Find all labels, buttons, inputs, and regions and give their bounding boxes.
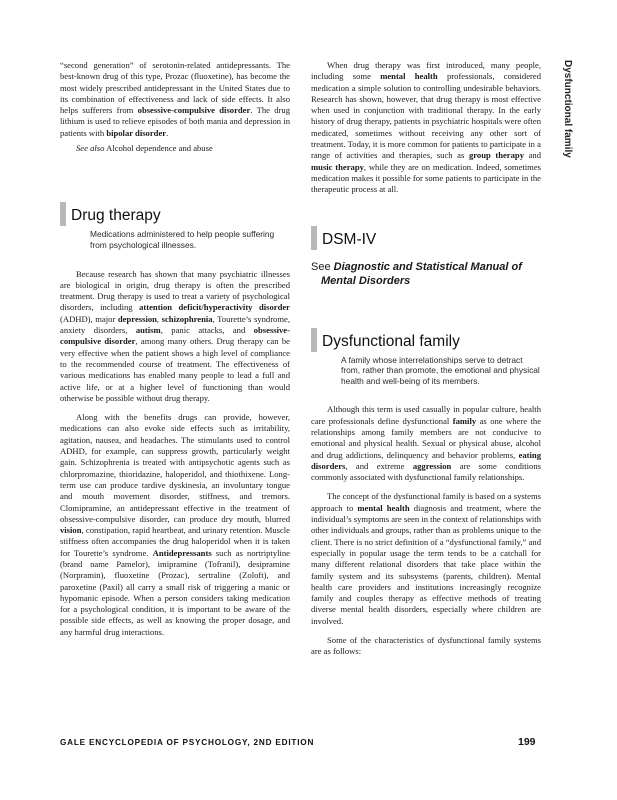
carryover-paragraph-left: “second generation” of serotonin-related antidepressants. The best-known drug of this type, Prozac (fluoxetine), has become the most widely prescribed antidepressant in the United States due to its combination of effectiveness and lack of side effects. It also helps sufferers from obsessive-compulsive disorder. The drug lithium is used to relieve episodes of both mania and depression in patients with bipolar disorder. [60, 60, 291, 138]
carryover-paragraph-right: When drug therapy was first introduced, many people, including some mental health professionals, considered medication a simple solution to controlling undesirable behaviors. Research has shown, however, that drug therapy is most effective when used in conjunction with traditional therapy. In the early history of drug therapy, patients in psychiatric hospitals were often medicated, sometimes without receiving any other sort of treatment. Today, it is more common for patients to participate in a range of activities and therapies, such as group therapy and music therapy, while they are on medication. Indeed, sometimes medication makes it possible for some patients to participate in the therapeutic process at all. [311, 60, 542, 195]
see-also-link[interactable]: Alcohol dependence and abuse [106, 143, 213, 154]
keyword-link[interactable]: aggression [412, 460, 452, 471]
body-paragraph: Because research has shown that many psychiatric illnesses are biological in origin, drug therapy is often the prescribed treatment. Drug therapy is used to treat a variety of psychological disorders, including attention deficit/hyperactivity disorder (ADHD), major depression, schizophrenia, Tourette’s syndrome, anxiety disorders, autism, panic attacks, and obsessive-compulsive disorder, among many others. Drug therapy can be very effective when the patient shows a high level of compliance to the recommended course of treatment. The effectiveness of various medications has enabled many people to lead a full and active life, or at a higher level of functioning than would otherwise be possible without drug therapy. [60, 268, 291, 403]
body-paragraph: Although this term is used casually in popular culture, health care professionals define dysfunctional family as one where the relationships among family members are not conducive to emotional and physical health. Sexual or physical abuse, alcohol and drug addictions, delinquency and behavior problems, eating disorders, and extreme aggression are some conditions commonly associated with dysfunctional family relationships. [311, 404, 542, 483]
cross-reference-link-cont[interactable]: Mental Disorders [321, 274, 411, 287]
page-number: 199 [518, 736, 536, 748]
body-paragraph: Along with the benefits drugs can provide, however, medications can also evoke side effects such as irritability, agitation, nausea, and headaches. The stimulants used to control ADHD, for example, can suppress growth, particularly weight gain. Schizophrenia is treated with antipsychotic agents such as chlorpromazine, thioridazine, haloperidol, and thiothixene. Long-term use can produce tardive dyskinesia, an involuntary tongue and mouth movement disorder, stiffness, and tremors. Clomipramine, an antidepressant effective in the treatment of obsessive-compulsive disorder, can produce dry mouth, blurred vision, constipation, rapid heartbeat, and urinary retention. Muscle stiffness often accompanies the drug haloperidol when it is taken for Tourette’s syndrome. Antidepressants such as nortriptyline (brand name Pamelor), imipramine (Tofranil), desipramine (Norpramin), fluoxetine (Prozac), sertraline (Zoloft), and paroxetine (Paxil) all carry a small risk of triggering a manic or hypomanic episode. When a person considers taking medication for a psychological condition, it is important to be aware of the possible side effects, as well as knowing the proper dosage, and any harmful drug interactions. [60, 412, 290, 637]
keyword-link[interactable]: mental health [380, 71, 438, 82]
running-head-tab [560, 60, 574, 180]
keyword-link[interactable]: autism [135, 325, 161, 336]
entry-dysfunctional-family [311, 328, 541, 658]
entry-title: DSM-IV [322, 230, 377, 248]
keyword-link[interactable]: schizophrenia [161, 313, 213, 324]
entry-heading-bar [60, 202, 66, 226]
body-paragraph: Some of the characteristics of dysfunctional family systems are as follows: [311, 634, 541, 657]
keyword-link[interactable]: eating disorders [311, 449, 541, 471]
keyword-link[interactable]: bipolar disorder [106, 127, 167, 138]
entry-title: Drug therapy [71, 207, 161, 225]
cross-reference-link[interactable]: Diagnostic and Statistical Manual of [333, 260, 522, 273]
entry-heading-bar [311, 226, 317, 250]
keyword-link[interactable]: group therapy [468, 150, 524, 161]
footer-publication: GALE ENCYCLOPEDIA OF PSYCHOLOGY, 2ND EDITION [60, 738, 315, 747]
entry-definition: A family whose interrelationships serve to detract from, rather than promote, the emotional and physical health and well-being of its members. [341, 354, 540, 386]
see-also-label: See also [76, 143, 105, 154]
cross-reference [311, 260, 541, 288]
keyword-link[interactable]: obsessive-compulsive disorder [60, 325, 290, 347]
keyword-link[interactable]: obsessive-compulsive disorder [137, 105, 251, 116]
entry-drug-therapy [60, 202, 290, 638]
keyword-link[interactable]: music therapy [311, 161, 364, 172]
entry-title: Dysfunctional family [322, 332, 460, 350]
running-head-text: Dysfunctional family [562, 60, 573, 158]
keyword-link[interactable]: vision [60, 525, 82, 536]
keyword-link[interactable]: attention deficit/hyperactivity disorder [139, 302, 290, 313]
right-column [311, 60, 541, 658]
keyword-link[interactable]: mental health [357, 502, 410, 513]
left-column [60, 60, 290, 638]
keyword-link[interactable]: depression [117, 313, 157, 324]
see-also-line [76, 143, 290, 154]
keyword-link[interactable]: family [452, 415, 477, 426]
see-label: See [311, 260, 331, 273]
entry-dsm-iv [311, 226, 541, 288]
entry-definition: Medications administered to help people suffering from psychological illnesses. [90, 229, 275, 250]
entry-heading-bar [311, 328, 317, 352]
body-paragraph: The concept of the dysfunctional family is based on a systems approach to mental health diagnosis and treatment, where the individual’s symptoms are seen in the context of relationships with other individuals and groups, rather than as problems unique to the client. There is no strict definition of a “dysfunctional family,” and especially in popular usage the term tends to be a catchall for many different relational disorders that take place within the family system and its subsystems (parents, children). Mental health care providers and institutions increasingly recognize family and couples therapy as effective methods of treating diverse mental health disorders, especially where children are involved. [311, 491, 541, 626]
keyword-link[interactable]: Antidepressants [152, 547, 212, 558]
